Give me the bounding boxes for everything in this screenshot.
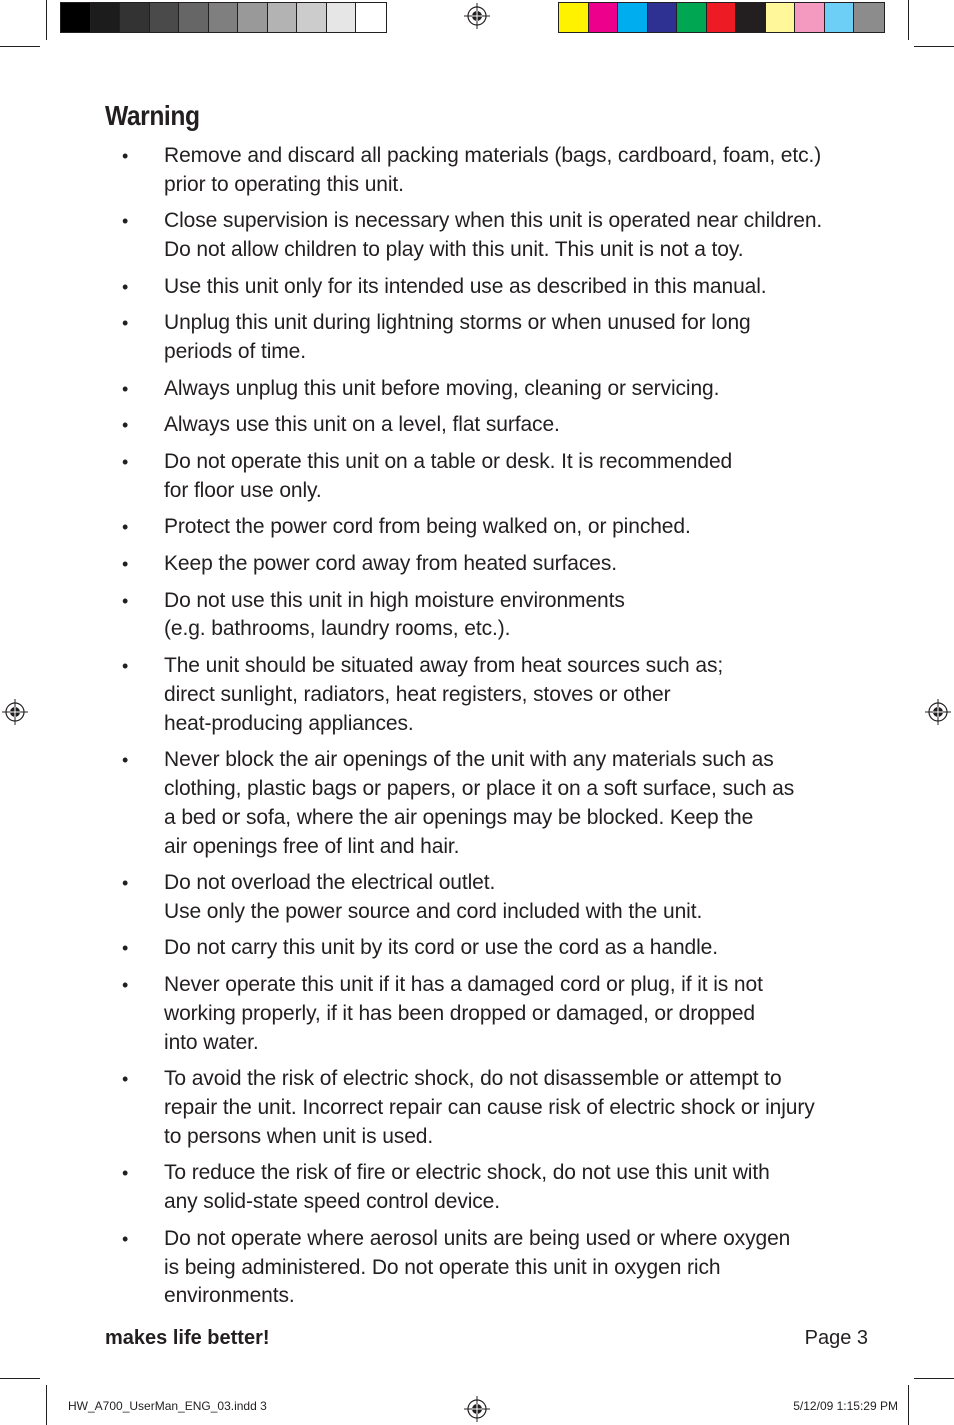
crop-mark-bottom-right-h (914, 1378, 954, 1379)
color-swatch (825, 3, 855, 32)
slug-datetime: 5/12/09 1:15:29 PM (793, 1399, 898, 1413)
registration-mark-icon (464, 3, 490, 29)
color-swatch (589, 3, 619, 32)
registration-mark-icon (464, 1396, 490, 1422)
bullet-icon: • (122, 590, 129, 611)
bullet-icon: • (122, 655, 129, 676)
color-swatch (854, 3, 884, 32)
color-swatch (736, 3, 766, 32)
warning-text: Do not operate this unit on a table or desk. It is recommended for floor use only. (164, 449, 733, 502)
color-swatch (179, 3, 209, 32)
bullet-icon: • (122, 553, 129, 574)
crop-mark-top-right-v (908, 0, 909, 40)
warning-text: Use this unit only for its intended use as described in this manual. (164, 274, 767, 298)
warning-text: Keep the power cord away from heated surfaces. (164, 551, 617, 575)
registration-mark-icon (925, 699, 951, 725)
warning-item (105, 1225, 885, 1311)
warning-text: Never operate this unit if it has a damaged cord or plug, if it is not working properly, if it has been dropped or damaged, or dropped into water. (164, 973, 763, 1054)
color-swatch (120, 3, 150, 32)
registration-mark-icon (2, 699, 28, 725)
crop-mark-top-left-h (0, 46, 40, 47)
page-number: Page 3 (804, 1327, 868, 1349)
warning-text: Do not carry this unit by its cord or use the cord as a handle. (164, 936, 718, 960)
warning-item (105, 309, 885, 367)
bullet-icon: • (122, 451, 129, 472)
warning-item (105, 971, 885, 1057)
color-swatch (795, 3, 825, 32)
color-swatch (209, 3, 239, 32)
warning-item (105, 207, 885, 265)
color-swatch (707, 3, 737, 32)
warning-item (105, 587, 885, 645)
warning-item (105, 375, 885, 404)
section-title: Warning (105, 100, 200, 131)
warning-text: To avoid the risk of electric shock, do not disassemble or attempt to repair the unit. Incorrect repair can cause risk of electric shock or injury to persons when unit is used. (164, 1067, 815, 1148)
color-swatch (238, 3, 268, 32)
warning-item (105, 746, 885, 861)
warning-text: Always use this unit on a level, flat surface. (164, 413, 560, 437)
warning-text: Unplug this unit during lightning storms or when unused for long periods of time. (164, 311, 751, 364)
color-swatch (559, 3, 589, 32)
bullet-icon: • (122, 211, 129, 232)
warning-item (105, 513, 885, 542)
warning-item (105, 550, 885, 579)
bullet-icon: • (122, 1069, 129, 1090)
bullet-icon: • (122, 873, 129, 894)
bullet-icon: • (122, 1163, 129, 1184)
color-swatch (677, 3, 707, 32)
crop-mark-bottom-left-v (46, 1385, 47, 1425)
warning-item (105, 869, 885, 927)
color-swatch (618, 3, 648, 32)
warning-text: To reduce the risk of fire or electric shock, do not use this unit with any solid-state speed control device. (164, 1161, 770, 1214)
warning-text: Do not overload the electrical outlet. Use only the power source and cord included with the unit. (164, 871, 703, 923)
bullet-icon: • (122, 276, 129, 297)
bullet-icon: • (122, 938, 129, 959)
bullet-icon: • (122, 378, 129, 399)
bullet-icon: • (122, 517, 129, 538)
crop-mark-top-right-h (914, 46, 954, 47)
warning-text: Close supervision is necessary when this unit is operated near children. Do not allow children to play with this unit. This unit is not a toy. (164, 209, 823, 262)
warning-item (105, 1065, 885, 1151)
color-swatch (356, 3, 386, 32)
color-swatch (327, 3, 357, 32)
warning-text: Always unplug this unit before moving, cleaning or servicing. (164, 376, 720, 400)
footer-slogan: makes life better! (105, 1327, 270, 1349)
warning-item (105, 142, 885, 200)
bullet-icon: • (122, 415, 129, 436)
bullet-icon: • (122, 750, 129, 771)
color-swatch (91, 3, 121, 32)
bullet-icon: • (122, 1228, 129, 1249)
color-swatch (268, 3, 298, 32)
slug-filename: HW_A700_UserMan_ENG_03.indd 3 (68, 1399, 267, 1413)
grayscale-color-bar (60, 2, 387, 33)
warning-text: Remove and discard all packing materials (bags, cardboard, foam, etc.) prior to operating this unit. (164, 144, 822, 196)
crop-mark-top-left-v (46, 0, 47, 40)
color-swatch (150, 3, 180, 32)
color-swatch (766, 3, 796, 32)
bullet-icon: • (122, 975, 129, 996)
color-swatch (648, 3, 678, 32)
warning-item (105, 652, 885, 738)
bullet-icon: • (122, 146, 129, 166)
warning-item (105, 1159, 885, 1217)
warning-text: Do not use this unit in high moisture environments (e.g. bathrooms, laundry rooms, etc.). (164, 588, 625, 641)
warning-item (105, 411, 885, 440)
warning-item (105, 448, 885, 506)
warning-list (105, 142, 885, 1319)
warning-item (105, 934, 885, 963)
color-swatch (61, 3, 91, 32)
crop-mark-bottom-right-v (908, 1385, 909, 1425)
warning-text: Do not operate where aerosol units are being used or where oxygen is being administered. Do not operate this unit in oxygen rich environments. (164, 1226, 791, 1308)
process-color-bar (558, 2, 885, 33)
warning-text: Never block the air openings of the unit with any materials such as clothing, plastic bags or papers, or place it on a soft surface, such as a bed or sofa, where the air openings may be blocked. Keep the air openings free of lint and hair. (164, 748, 795, 858)
crop-mark-bottom-left-h (0, 1378, 40, 1379)
bullet-icon: • (122, 313, 129, 334)
warning-text: Protect the power cord from being walked on, or pinched. (164, 515, 691, 539)
warning-text: The unit should be situated away from heat sources such as; direct sunlight, radiators, heat registers, stoves or other heat-producing appliances. (164, 653, 724, 735)
color-swatch (297, 3, 327, 32)
warning-item (105, 273, 885, 302)
